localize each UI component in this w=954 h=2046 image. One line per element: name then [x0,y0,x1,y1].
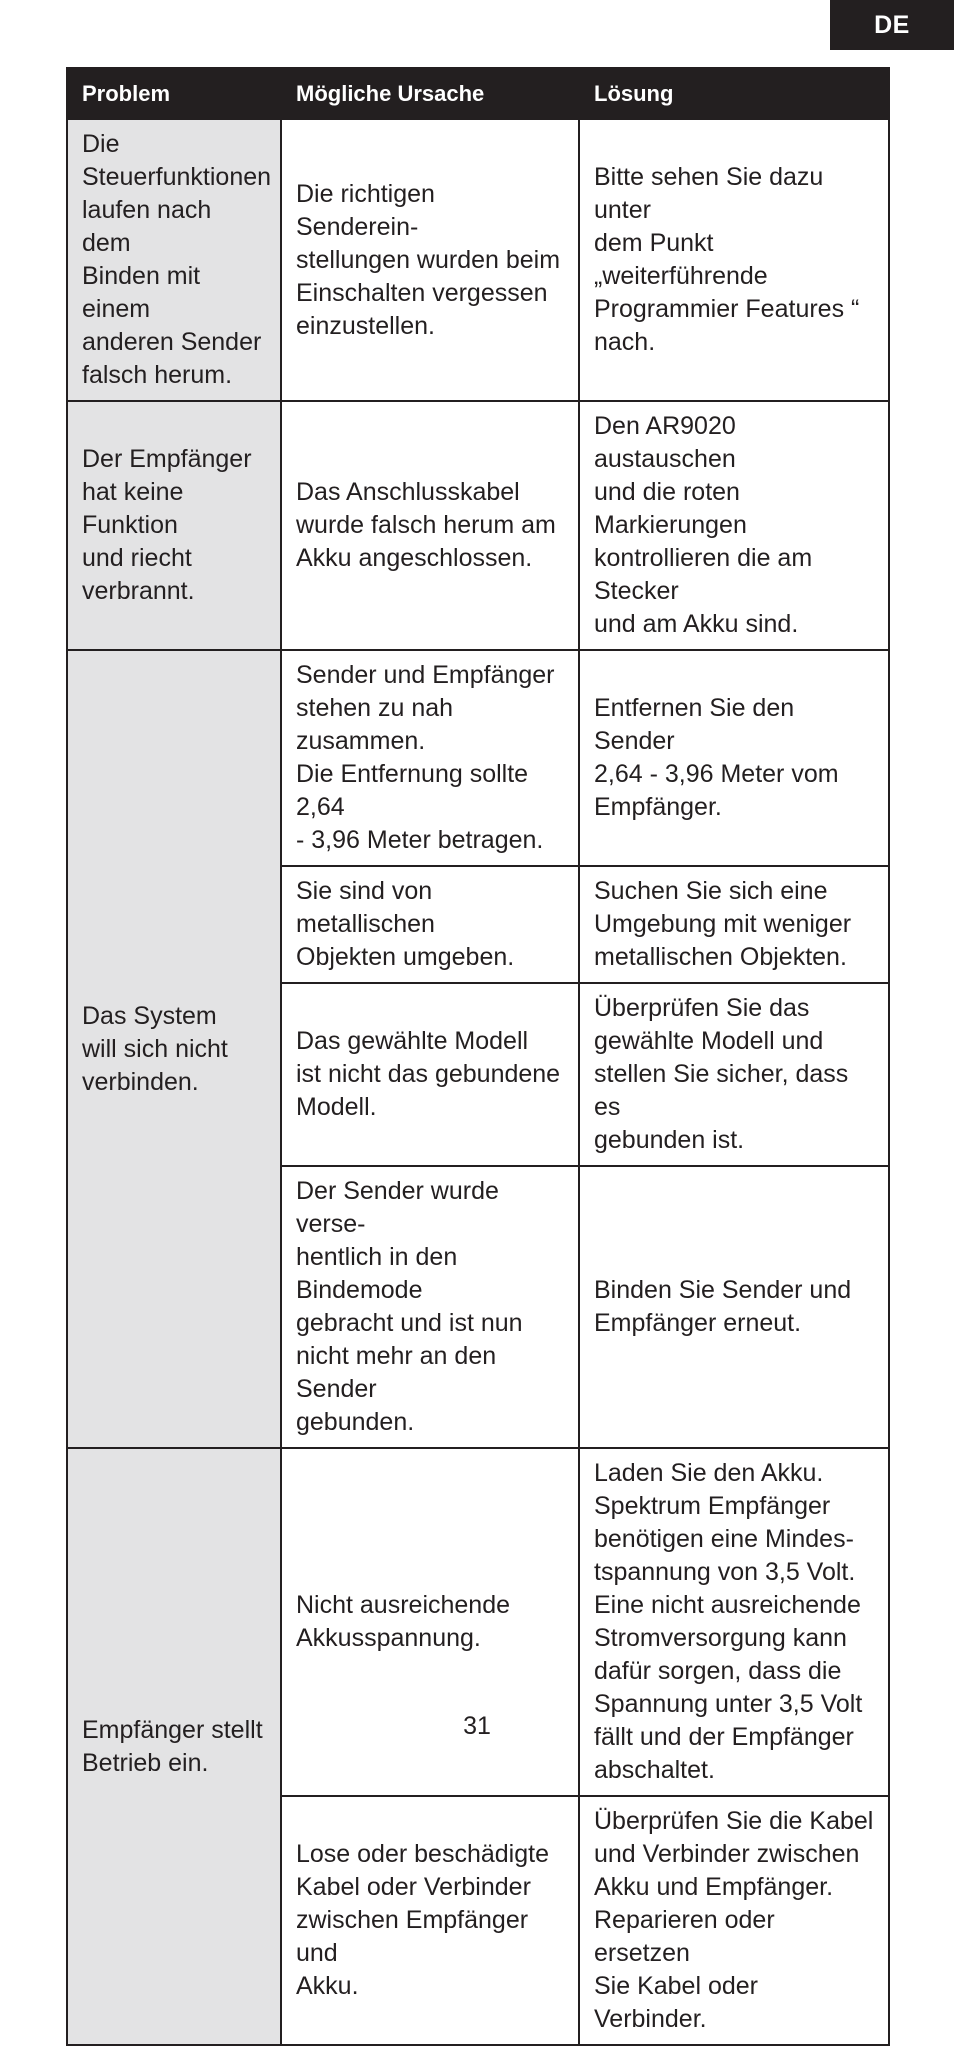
solution-cell: Binden Sie Sender und Empfänger erneut. [579,1166,889,1448]
table-row [67,1448,889,1796]
cause-cell: Die richtigen Senderein- stellungen wurden beim Einschalten vergessen einzustellen. [281,119,579,401]
solution-cell: Bitte sehen Sie dazu unter dem Punkt „weiterführende Programmier Features “ nach. [579,119,889,401]
table-row [67,119,889,401]
cause-cell: Sender und Empfänger stehen zu nah zusammen. Die Entfernung sollte 2,64 - 3,96 Meter betragen. [281,650,579,866]
language-tab [830,0,954,50]
solution-cell: Den AR9020 austauschen und die roten Markierungen kontrollieren die am Stecker und am Akku sind. [579,401,889,650]
table-header-row [67,68,889,119]
solution-cell: Laden Sie den Akku. Spektrum Empfänger benötigen eine Mindes- tspannung von 3,5 Volt. Eine nicht ausreichende Stromversorgung kann dafür sorgen, dass die Spannung unter 3,5 Volt fällt und der Empfänger abschaltet. [579,1448,889,1796]
cause-cell: Lose oder beschädigte Kabel oder Verbinder zwischen Empfänger und Akku. [281,1796,579,2045]
solution-cell: Überprüfen Sie die Kabel und Verbinder zwischen Akku und Empfänger. Reparieren oder ersetzen Sie Kabel oder Verbinder. [579,1796,889,2045]
solution-cell: Suchen Sie sich eine Umgebung mit weniger metallischen Objekten. [579,866,889,983]
problem-cell: Der Empfänger hat keine Funktion und riecht verbrannt. [67,401,281,650]
cause-cell: Der Sender wurde verse- hentlich in den Bindemode gebracht und ist nun nicht mehr an den Sender gebunden. [281,1166,579,1448]
troubleshooting-table [66,67,890,2046]
language-tab-label: DE [874,10,910,39]
problem-cell: Die Steuerfunktionen laufen nach dem Binden mit einem anderen Sender falsch herum. [67,119,281,401]
problem-cell: Empfänger stellt Betrieb ein. [67,1448,281,2045]
cause-cell: Das Anschlusskabel wurde falsch herum am Akku angeschlossen. [281,401,579,650]
cause-cell: Das gewählte Modell ist nicht das gebundene Modell. [281,983,579,1166]
problem-cell: Das System will sich nicht verbinden. [67,650,281,1448]
solution-cell: Überprüfen Sie das gewählte Modell und stellen Sie sicher, dass es gebunden ist. [579,983,889,1166]
cause-cell: Nicht ausreichende Akkusspannung. [281,1448,579,1796]
table-row [67,650,889,866]
page-number: 31 [463,1712,491,1740]
header-solution: Lösung [579,68,889,119]
header-problem: Problem [67,68,281,119]
table-row [67,401,889,650]
solution-cell: Entfernen Sie den Sender 2,64 - 3,96 Meter vom Empfänger. [579,650,889,866]
header-cause: Mögliche Ursache [281,68,579,119]
cause-cell: Sie sind von metallischen Objekten umgeben. [281,866,579,983]
